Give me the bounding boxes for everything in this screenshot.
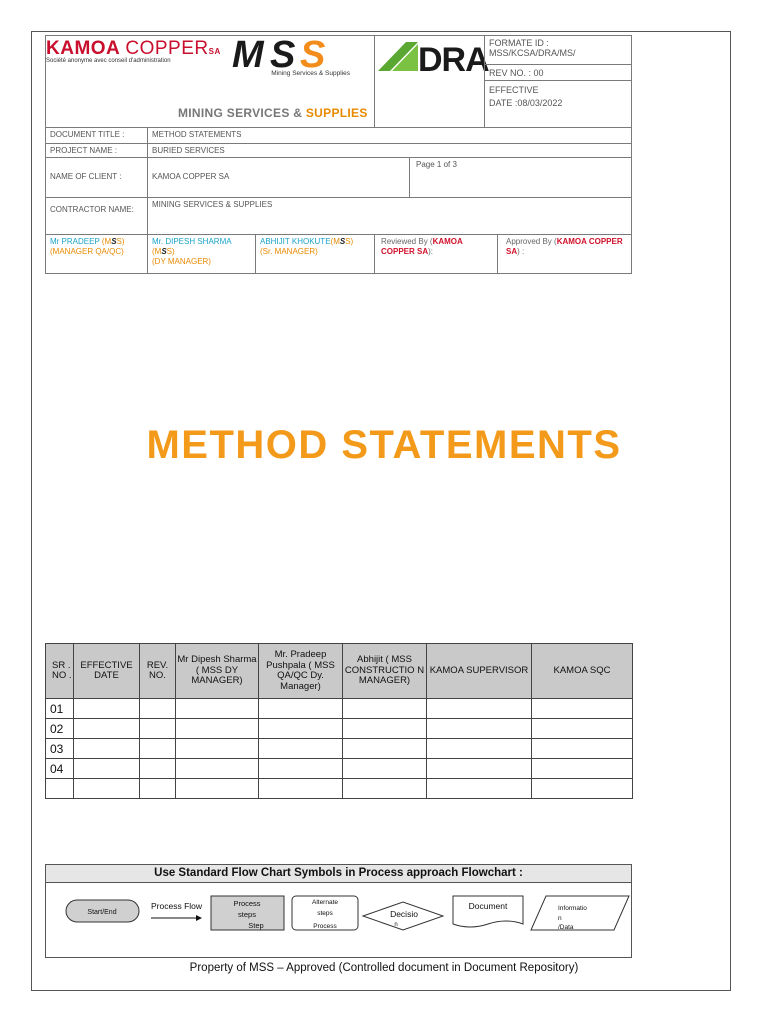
- flowchart-legend-heading: Use Standard Flow Chart Symbols in Process approach Flowchart :: [46, 865, 631, 883]
- effective-date-cell: [484, 80, 632, 128]
- signatory-dipesh-org-prefix: (M: [152, 247, 162, 256]
- signatory-dipesh-org-suffix: ): [172, 247, 175, 256]
- process-step-label-3: Step: [248, 921, 264, 930]
- table-row: [46, 739, 633, 759]
- table-cell: [427, 699, 532, 719]
- kamoa-logo-sa: SA: [208, 47, 221, 56]
- reviewed-by-org: KAMOA COPPER SA: [381, 237, 463, 256]
- table-row: [46, 699, 633, 719]
- contractor-value-cell: [147, 197, 632, 235]
- table-cell-sr: [46, 779, 74, 799]
- information-data-symbol: [531, 896, 629, 930]
- rev-no: REV NO. : 00: [489, 68, 544, 78]
- signatory-abhijit-org-s1: S: [339, 237, 346, 246]
- revision-header-pradeep: Mr. Pradeep Pushpala ( MSS QA/QC Dy. Manager): [259, 644, 343, 699]
- svg-text:S: S: [300, 36, 326, 70]
- svg-text:S: S: [270, 36, 296, 70]
- information-data-label-2: n: [558, 915, 562, 922]
- contractor-label-cell: [45, 197, 148, 235]
- process-step-label-2: steps: [238, 910, 256, 919]
- project-value-cell: [147, 143, 632, 158]
- dra-logo: [378, 40, 496, 74]
- table-cell: [259, 699, 343, 719]
- start-end-label: Start/End: [87, 909, 117, 916]
- mss-banner: [178, 106, 368, 120]
- table-cell: [74, 779, 140, 799]
- revision-header-rev-no: REV. NO.: [140, 644, 176, 699]
- table-cell: [176, 699, 259, 719]
- table-cell-sr: 01: [46, 699, 74, 719]
- table-row: [46, 759, 633, 779]
- project-label-cell: [45, 143, 148, 158]
- table-cell: [259, 739, 343, 759]
- client-value: KAMOA COPPER SA: [152, 172, 230, 181]
- signatory-abhijit-org-s2: S: [345, 237, 351, 246]
- table-cell-sr: 02: [46, 719, 74, 739]
- table-cell: [343, 739, 427, 759]
- doc-title-value: METHOD STATEMENTS: [152, 130, 242, 139]
- table-row: [46, 719, 633, 739]
- client-label: NAME OF CLIENT :: [50, 172, 122, 181]
- revision-header-kamoa-supervisor: KAMOA SUPERVISOR: [427, 644, 532, 699]
- signatory-abhijit-role: (Sr. MANAGER): [260, 247, 318, 256]
- table-cell: [176, 779, 259, 799]
- signatory-pradeep-org-s2: S: [116, 237, 122, 246]
- table-cell: [532, 739, 633, 759]
- table-cell: [74, 739, 140, 759]
- signatory-abhijit-org-prefix: (M: [330, 237, 340, 246]
- table-cell: [176, 719, 259, 739]
- table-cell: [259, 719, 343, 739]
- effective-label: EFFECTIVE: [489, 85, 539, 95]
- table-cell: [532, 699, 633, 719]
- revision-table: [45, 643, 633, 799]
- table-cell: [343, 759, 427, 779]
- kamoa-logo-copper: COPPER: [125, 38, 209, 59]
- table-cell: [140, 779, 176, 799]
- information-data-label-1: Informatio: [558, 905, 587, 912]
- client-label-cell: [45, 157, 148, 198]
- revision-table-header-row: [46, 644, 633, 699]
- reviewed-by-prefix: Reviewed By (: [381, 237, 433, 246]
- signatory-pradeep-role: (MANAGER QA/QC): [50, 247, 124, 256]
- decision-label-2: n: [394, 922, 398, 928]
- table-row: [46, 779, 633, 799]
- signatory-dipesh-name: Mr. DIPESH SHARMA: [152, 237, 232, 246]
- doc-title-value-cell: [147, 127, 632, 144]
- table-cell: [532, 719, 633, 739]
- revision-header-abhijit: Abhijit ( MSS CONSTRUCTIO N MANAGER): [343, 644, 427, 699]
- table-cell: [259, 779, 343, 799]
- table-cell-sr: 04: [46, 759, 74, 779]
- process-step-label-1: Process: [233, 899, 261, 908]
- contractor-label: CONTRACTOR NAME:: [50, 205, 134, 214]
- process-flow-arrowhead: [196, 915, 202, 921]
- alternate-process-label-2: steps: [317, 910, 333, 917]
- table-cell: [427, 719, 532, 739]
- revision-header-dipesh: Mr Dipesh Sharma ( MSS DY MANAGER): [176, 644, 259, 699]
- mss-banner-accent: SUPPLIES: [305, 106, 368, 120]
- table-cell: [343, 779, 427, 799]
- footer-note: Property of MSS – Approved (Controlled document in Document Repository): [189, 962, 579, 974]
- table-cell: [140, 739, 176, 759]
- flowchart-legend: [45, 864, 632, 958]
- table-cell: [140, 699, 176, 719]
- svg-text:DRA: DRA: [418, 41, 489, 74]
- rev-no-cell: [484, 64, 632, 81]
- alternate-process-label-1: Alternate: [311, 899, 339, 906]
- process-flow-label: Process Flow: [151, 901, 203, 911]
- reviewed-by-suffix: ):: [428, 247, 434, 256]
- kamoa-logo-tagline: Société anonyme avec conseil d'administration: [46, 58, 171, 64]
- project-value: BURIED SERVICES: [152, 146, 225, 155]
- document-label: Document: [468, 901, 508, 911]
- signatory-abhijit-cell: [255, 234, 375, 274]
- signatory-dipesh-org-s2: S: [166, 247, 173, 256]
- table-cell: [343, 719, 427, 739]
- table-cell: [74, 699, 140, 719]
- project-label: PROJECT NAME :: [50, 146, 117, 155]
- mss-logo-tagline: Mining Services & Supplies: [271, 70, 350, 77]
- reviewed-by-cell: [374, 234, 498, 274]
- flowchart-symbols: [46, 882, 631, 958]
- contractor-value: MINING SERVICES & SUPPLIES: [152, 200, 273, 209]
- table-cell: [140, 719, 176, 739]
- format-id-cell: [484, 35, 632, 65]
- mss-logo-mark: [230, 36, 342, 70]
- signatory-pradeep-name: Mr PRADEEP: [50, 237, 100, 246]
- table-cell: [427, 759, 532, 779]
- format-id-label: FORMATE ID :: [489, 38, 549, 48]
- kamoa-logo: [46, 38, 221, 64]
- alternate-process-label-3: Process: [313, 923, 337, 930]
- signatory-pradeep-cell: [45, 234, 148, 274]
- svg-text:M: M: [232, 36, 261, 70]
- mss-banner-main: MINING SERVICES &: [178, 106, 306, 120]
- approved-by-suffix: ) :: [517, 247, 525, 256]
- table-cell: [74, 759, 140, 779]
- table-cell-sr: 03: [46, 739, 74, 759]
- approved-by-cell: [497, 234, 632, 274]
- signatory-pradeep-org-prefix: (M: [101, 237, 112, 246]
- signatory-dipesh-cell: [147, 234, 256, 274]
- signatory-pradeep-org-suffix: ): [121, 237, 125, 246]
- table-cell: [427, 779, 532, 799]
- table-cell: [259, 759, 343, 779]
- table-cell: [176, 739, 259, 759]
- main-title: METHOD STATEMENTS: [146, 423, 622, 467]
- revision-header-effective-date: EFFECTIVE DATE: [74, 644, 140, 699]
- table-cell: [343, 699, 427, 719]
- approved-by-prefix: Approved By (: [506, 237, 557, 246]
- revision-header-kamoa-sqc: KAMOA SQC: [532, 644, 633, 699]
- decision-label-1: Decisio: [390, 909, 418, 919]
- doc-title-label-cell: [45, 127, 148, 144]
- table-cell: [140, 759, 176, 779]
- revision-header-sr-no: SR . NO .: [46, 644, 74, 699]
- table-cell: [176, 759, 259, 779]
- kamoa-logo-name: KAMOA: [46, 38, 120, 59]
- effective-date: DATE :08/03/2022: [489, 98, 563, 108]
- signatory-pradeep-org-s1: S: [111, 237, 117, 246]
- table-cell: [532, 759, 633, 779]
- table-cell: [427, 739, 532, 759]
- client-value-cell: [147, 157, 410, 198]
- signatory-dipesh-role: (DY MANAGER): [152, 257, 211, 266]
- signatory-abhijit-name: ABHIJIT KHOKUTE: [260, 237, 331, 246]
- table-cell: [74, 719, 140, 739]
- approved-by-org: KAMOA COPPER SA: [506, 237, 623, 256]
- format-id-value: MSS/KCSA/DRA/MS/: [489, 48, 576, 58]
- signatory-dipesh-org-s1: S: [161, 247, 167, 256]
- table-cell: [532, 779, 633, 799]
- information-data-label-3: /Data: [558, 924, 574, 931]
- page-info: Page 1 of 3: [416, 160, 457, 169]
- page-info-cell: [409, 157, 632, 198]
- doc-title-label: DOCUMENT TITLE :: [50, 130, 125, 139]
- signatory-abhijit-org-suffix: ): [350, 237, 354, 246]
